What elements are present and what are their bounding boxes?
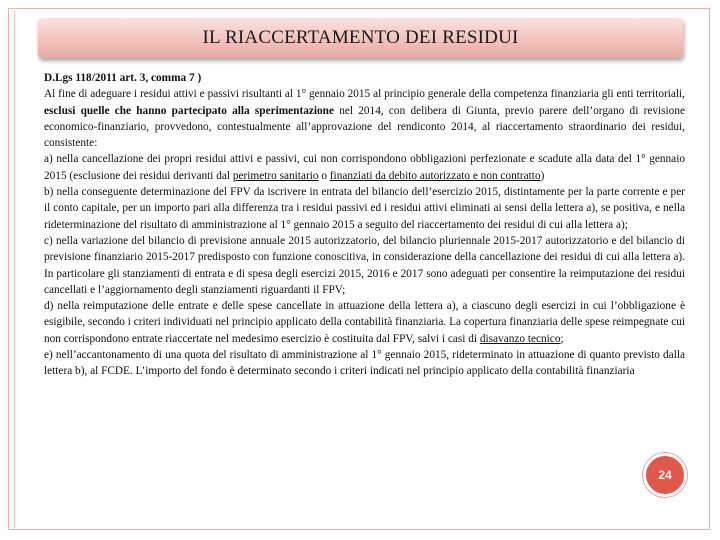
intro-text-b: nel 2014, con delibera di Giunta, previo parere dell’organo di revisione economico-finanziario, provvedono, contestualmente all’approvazione del rendiconto 2014, al riaccertamento straordinario dei residui, consistente: bbox=[44, 104, 685, 150]
item-d bbox=[44, 298, 685, 347]
item-a-underlined-2: finanziati da debito autorizzato e non contratto bbox=[329, 169, 541, 182]
item-a-text-1: a) nella cancellazione dei propri residui attivi e passivi, cui non corrispondono obbligazioni perfezionate e scadute alla data del 1° gennaio 2015 (esclusione dei residui derivanti dal bbox=[44, 153, 685, 182]
item-a-text-3: ) bbox=[540, 169, 545, 182]
intro-text-a: Al fine di adeguare i residui attivi e passivi risultanti al 1° gennaio 2015 al principio generale della competenza finanziaria gli enti territoriali, bbox=[44, 88, 685, 101]
law-reference: D.Lgs 118/2011 art. 3, comma 7 ) bbox=[44, 72, 202, 84]
intro-paragraph bbox=[44, 86, 685, 151]
title-bar bbox=[38, 18, 683, 58]
item-e: e) nell’accantonamento di una quota del risultato di amministrazione al 1° gennaio 2015, rideterminato in attuazione di quanto previsto dalla lettera b), al FCDE. L’importo del fondo è determinato secondo i criteri indicati nel principio applicato della contabilità finanziaria bbox=[44, 349, 685, 378]
item-a-text-2: o bbox=[318, 169, 330, 182]
item-d-text-1: d) nella reimputazione delle entrate e delle spese cancellate in attuazione della lettera a), a ciascuno degli esercizi in cui l’obbligazione è esigibile, secondo i criteri individuati nel principio applicato della contabilità finanziaria. La copertura finanziaria delle spese reimpegnate cui non corrispondono entrate riaccertate nel medesimo esercizio è costituita dal FPV, salvi i casi di bbox=[44, 300, 685, 345]
item-b: b) nella conseguente determinazione del FPV da iscrivere in entrata del bilancio dell’esercizio 2015, distintamente per la parte corrente e per il conto capitale, per un importo pari alla differenza tra i residui passivi ed i residui attivi eliminati ai sensi della lettera a), se positiva, e nella rideterminazione del risultato di amministrazione al 1° gennaio 2015 a seguito del riaccertamento dei residui di cui alla lettera a); bbox=[44, 186, 685, 231]
body-text bbox=[44, 70, 685, 380]
slide-title: IL RIACCERTAMENTO DEI RESIDUI bbox=[202, 27, 519, 48]
item-a-underlined-1: perimetro sanitario bbox=[232, 169, 319, 182]
item-a bbox=[44, 151, 685, 184]
intro-bold-text: esclusi quelle che hanno partecipato alla sperimentazione bbox=[44, 104, 334, 117]
decorative-rail bbox=[14, 10, 15, 528]
item-d-text-2: ; bbox=[560, 332, 564, 345]
item-d-underlined: disavanzo tecnico bbox=[479, 332, 561, 345]
page-number: 24 bbox=[658, 468, 672, 482]
page-number-badge bbox=[643, 453, 687, 497]
item-c: c) nella variazione del bilancio di previsione annuale 2015 autorizzatorio, del bilancio pluriennale 2015-2017 autorizzatorio e del bilancio di previsione finanziario 2015-2017 predisposto con funzione conoscitiva, in considerazione della cancellazione dei residui di cui alla lettera a). In particolare gli stanziamenti di entrata e di spesa degli esercizi 2015, 2016 e 2017 sono adeguati per consentire la reimputazione dei residui cancellati e l’aggiornamento degli stanziamenti riguardanti il FPV; bbox=[44, 234, 685, 296]
